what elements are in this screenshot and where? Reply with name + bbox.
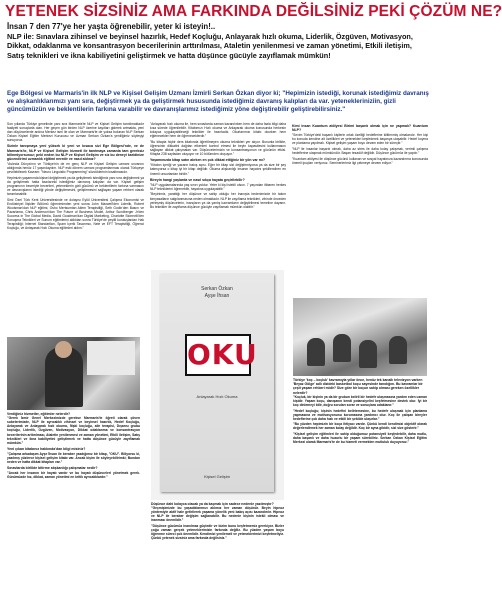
col3-caption [293, 378, 427, 446]
col2-question: Yaşamınızda kitap satın alırken en çok dikkat ettiğiniz bir yön var mı? [150, 158, 265, 163]
col2-paragraph: "Beyinimiz, yarattığı her düşünce ve sahip olduğu her inanışta bedenimizde bir takım kimyasalların salgılanmasına neden olmaktadır. NLP ile zayıflama teknikleri, zihinde önceden yerleşmiş düşüncelerin, inançların ya da yanlış kavramların değiştirilmesi temeline dayanır. Bu teknikler ile zayıflama düşünce gücüyle zayıflamak mümkün olabilir." [150, 192, 286, 209]
seminar-photo [293, 298, 427, 376]
col2-paragraph: "Anlayarak hızlı okuma ile, hem sınavlarda zaman kazanılırken hem de daha fazla bilgi daha kısa sürede öğrenilebilir. Kitabımızı Hızlı okuma ve Anlayarak okuma konusunda herkesin kolayca uygulayabileceği teknikler ile hazırladık. Okurlarımızı kitabı okurken hem eğlenecekler hem de öğreneceklerdir." [150, 122, 286, 139]
col1-paragraph: "Gerek İzmir Genel Merkezimizde gerekse Marmaris'te öğreti olarak çöven subelerimizde, NLP ile ayrıcalıklı zihinsel ve beyinsel hazırlık, Hedef Koçluğu, Anlayarak ve Anlayarak hızlı okuma, İtişki koçluğu, aile terapisi, Dışarısı grubu koçluğu, Liderlik, Özgüven, Motivasyon, Dikkat odaklanma ve konsantrasyon becerilerinin arttırılması, Ataletin yenilenmesi ve zaman yönetimi, Etkili iletişim, Satış teknikleri ve ikna kabiliyetini geliştirmek ve hatta düşünce gücüyle zayıflamak mümkün." [7, 416, 140, 445]
photo-person [333, 334, 351, 362]
col3-question: Kimi insan Kuantum atölyesi Birimi başarılı olmak için ne yapmalı? Kuantum NLP? [292, 124, 428, 133]
book-title: OKU [185, 334, 251, 376]
col3-lower-text [293, 395, 427, 445]
col1-paragraph: "Çalışma arkadaşım Ayşe İhsan ile beraber yazdığımız bir kitap, "OKU". Biliyorsu ki, yazılmış yüzlerce kişisel gelişim kitabı var. Ancak kişim ile söyleyebilirimki; Bundan neden ve hatta dikkat kitapları var." [7, 451, 140, 465]
book-authors: Serkan Özkan Ayşe İhsan [201, 286, 233, 299]
col1-paragraph: "Ancak her insanın bir hayatı vardır ve bu hayatı düşünceleri yönetmek gerek. Günümüzde hız, dikkat, zaman yönetimi en kritik ayrıcalıklardır." [7, 471, 140, 480]
intro-line-2: NLP ile: Sınavlara zihinsel ve beyinsel hazırlık, Hedef Koçluğu, Anlayarak hızlı okuma, Liderlik, Özgüven, Motivasyon, Dikkat, odaklanma ve konsantrasyon becerilerinin arttırılması, Ataletin yenilenmesi ve zaman yönetimi, Etkili iletişim, Satış teknikleri ve ikna kabiliyetini geliştirmek ve hatta düşünce gücüyle zayıflamak mümkün! [7, 31, 413, 60]
col1-question: Yeni çıkan kitabınız hakkında'dan bilgi misiniz? [7, 446, 86, 451]
col2-paragraph: "NLP uygulamalarında yaş sınırı yoktur. Yeter ki kişi istekli olsun. 7 yaşından itibaren herkes NLP tekniklerini öğrenebilir, hayatına uygulayabilir." [150, 182, 286, 191]
photo-person-head [55, 341, 72, 358]
intro-line-1: İnsan 7 den 77'ye her yaşta öğrenebilir, yeter ki isteyin!.. [7, 22, 216, 31]
col1-paragraph: Son yıllarda Türkiye genelinde yanı sıra Marmaris'te NLP ve Kişisel Gelişim tanıtılmaktadır faaliyeti sonuçlarla olan. Her geçen gün birden NLP üzerine kayıtları giderek artmakta, yeni dan düşüncelerde ardına Merkez ismi ile olan ve Marmaris'te de yoksa bulunan NLP Serkan Özkan Kişisel Eğitim Merkezi Kurucusu ve Uzman Serkan Özkan'a yeniliğimiz söyleşiyi sunuyoruz. [7, 122, 144, 143]
speaker-photo [7, 337, 140, 410]
col1-question: Sınavlarda birlikte bitirme alışkanlığı çalışmalar nedir? [7, 466, 98, 471]
col3-paragraph: "Hedef koçluğu; kişinin hedefini belirlemesine, bu hedefe ulaşmak için planlama yapmasına ve motivasyonunu korumasına yardımcı olur. Koç ile çalışan bireyler hedeflerine çok daha hızlı ve etkili bir şekilde ulaşırlar." [293, 408, 427, 421]
col2-question: Düşünce dahi kolayca olacak ya da kaçmak için sadece nedenle yazılmıştır? [151, 502, 274, 506]
col1-lower-text [7, 416, 140, 479]
book-publisher: Kişisel Gelişim [203, 474, 230, 479]
photo-board [87, 341, 135, 375]
col3-paragraph: "Koçluk, bir kişinin ya da bir grubun belirli bir hedefe ulaşmasına yardım eden uzman kişidir. Yaşam koçu, danışanın kendi potansiyelini keşfetmesine destek olur. İyi bir koç dinlemeyi bilir, doğru soruları sorar ve sonuçlara odaklanır." [293, 394, 427, 407]
book-tagline: Anlayarak Hızlı Okuma [196, 394, 238, 399]
col2-paragraph: "Bu kitapta hiçbir ders kitabında öğretilmeyen okuma teknikleri yer alıyor. Bununla birlikte, öğrencinin dikkatini dağıtan etkenleri kontrol etmesi ile beyin kapasitesini kullanmasını sağlayan dikkat çalışmaları var. Düşüncelerimizin ve konsantrasyonun ve gücünün etkisi. Kitapta 238 sayfadan oluşuyor ve 10 bölümden oluşuyor." [150, 139, 286, 157]
intro-block [7, 22, 430, 60]
photo-person [389, 336, 407, 364]
col3-paragraph: "NLP ile insanlar başarılı olmak, daha az stres ile daha kolay çalışmak, verimli çalışma hedeflerine ulaşmak mümkündür. Başarı tesadüf değildir. Düşünce gücümüz ile yapılır." [292, 146, 428, 156]
col2-paragraph: "Kitabın içeriği ve yazarın bakış açısı. Eğer bir kitap sizi değiştirmiyorsa ya da size bir şey katmıyorsa o kitap iyi bir kitap değildir. Okuma alışkanlığı insanın hayatını şekillendiren en önemli unsurlardan biridir." [150, 163, 286, 176]
photo-person [359, 340, 377, 368]
col3-paragraph: "Kişisel gelişim eğitimleri ile sahip olduğumuz potansiyeli keşfedebilir, daha mutlu, daha başarılı ve daha huzurlu bir yaşam sürebiliriz. Serkan Özkan Kişisel Eğitim Merkezi olarak Marmaris'te de bu hizmeti vermekten mutluluk duyuyoruz." [293, 432, 427, 445]
book-cover [160, 274, 274, 492]
col1-caption [7, 412, 140, 481]
col3-paragraph: "Kuantum atölyesi ile düşünce gücünü kullanan ve sosyal hayatınıza kazandırma konusunda önemli ipuçları veriyoruz. Seminerlerimiz ilgi çekmeye devam ediyor." [292, 156, 428, 165]
col2-paragraph: "Düşünce gücümüz inanılmaz güçtedir ve bizim bunu keşfetmemiz gerekiyor. Bizler çoğu zaman gerçek yeteneklerimizin farkında değiliz. Bu yüzden yaşam boyu öğrenme süreci çok önemlidir. Kendimizi yenilemeli ve yeteneklerimizi keşfetmeliyiz. Çünkü yetenek sizsiniz ama farkında değilsiniz." [151, 524, 284, 541]
intro-subhead: Ege Bölgesi ve Marmaris'in ilk NLP ve Kişisel Gelişim Uzmanı İzmirli Serkan Özkan diyor ki; "Hepimizin istediği, korunak istediğimiz davranış ve alışkanlıklarımızı yanı sıra, değiştirmek ya da geliştirmek hususunda istediğimiz davranış kalıpları da var. yetenekleriniziin, gizli güncümüzün ve beklentilerin farkına varabilir ve davranışlarımız istediğimiz yöne değiştirebilir geliştirebilirsiniz." [7, 90, 429, 113]
col1-question: Verdiğiniz hizmetler, eğitimler nelerdir? [7, 412, 71, 416]
col1-paragraph: Simi Özel Türk Kent Üniversitesinde ve dolayısı Eylül Üniversitesi Çalışma Ekonomisi ve Endüstriyel İlişkiler Bölümü öğrenimimden yeni sonra John Maxwell'den Liderlik, Robert Woolsman'dan NLP eğitimi, Osho Mertsumtan Ailem Terapistliği, Seth Godin'den Basını ve Pazarlama, Chris Anderson'dan The Future of Business Model, Arthur Sundberger Jr'den Success in The Global Media, David Goodman'dan Digital Marketing, Charlotte Stonevill'den Konuşma Teknikleri ve Sunum eğitimlerini aldıktan sonra Türkiye'de çeşitli kuruluşlardan Hak Terapistliği; Internet Standartları, Spam İçerik Tasarımcı, Nele ve EFT Terapistliği, Öğrenci Koçluğu, ve Anlayarak Hızlı Okuma eğitimleri aldım." [7, 197, 144, 231]
col2-caption [151, 502, 284, 542]
col2-lower-text [151, 506, 284, 540]
page-headline: YETENEK SİZSİNİZ AMA FARKINDA DEĞİLSİNİZ PEKİ ÇÖZÜM NE? [5, 3, 502, 20]
col3-question: Türkiye 'koç – koçluk' kavramıyla yıllar önce, henüz tek kanallı televizyon varken 'Beyaz Gölge' adlı dizideki basketbol koçu sayesinde tanıdığını. Bu kavramlar bir çeşit yaşam rehberi midir? Size göre bir koçun sahip olması gereken özellikler nelerdir? [293, 378, 423, 395]
col3-paragraph: "Bu yüzden hepimizin bir koça ihtiyacı vardır. Çünkü kendi kendimizi objektif olarak değerlendirmek her zaman kolay değildir. Koç bir ayna gibidir, sizi size gösterir." [293, 422, 427, 431]
col2-question: Bireyin hangi yaşlarda ve nasıl sıkça hayata geçirilebilir? [150, 177, 245, 182]
col1-question: Sizinle tanışmaya yeni yüksek ki yeni ve kısaca sizi Ege Bölgesi'nde, ve de Marmaris'te, NLP ve Kişisel Gelişim hizmeti ile tanıtmaya zamanla tam gereksiz bilinmiyorsunuz; peki neden bu NLP ve Kişisel Gelişim ve siz bu deneyi karidinize gücendirimi uzmanlık eğitimi neredir ve nasıl aldınız? [7, 144, 144, 161]
col1-paragraph: "Aslında Dünya'nın ve Türkiye'nin de en genç NLP ve Kişisel Gelişim uzmanı unvanını aldığımda henüz 17 yaşındaydım. NLP eski dönem uzmanı programlanması olarak Türkçeye çevrilebilecek Kavram: "Neuro Linguistic Programming" sözcüklerinin kısaltmasıdır. [7, 161, 144, 175]
photo-person [307, 338, 325, 366]
col1-paragraph: Hepimizin yaşamında kişisel değiştirmek ya da geliştirmek istediğimiz yanı sıra değiştirmek ya da geliştirmek hatta bazılarınki istediğimiz davranış kalıpları da var. Kişisel gelişim programının beceriyle becerileri, yeteneklerin gizli gücümü ve beklentilerin farkına varmasını ve davranışlarını istediği yönde değiştirmesini, geliştirmesini sağlayan yaşam rehberi olarak tanımlanabilir. [7, 175, 144, 196]
col2-paragraph: "Geçmişimizde bu yaşadıklarımızı aklımız her zaman düşünür. Beyin hipnoz yöntemiyle aktif hale getirilerek yaşama yönelik yeni bakış açısı kazandırılır. Hipnoz ve NLP ile beraber değişim sağlanabilir. Bu nedenle kişinin istekli olması ve inanması önemlidir." [151, 506, 284, 523]
col3-paragraph: "Sevim Türkiye'deki başarılı kişilerin ortak özelliği hedeflerine kilitlenmiş olmalarıdır. Her kişi bu konuda kendine ait özellikleri ve yetenekleri keşfederek başarıya ulaşabilir. Hedef koyma ve planlama yapılmalı. Kişisel gelişim yaşam boyu devam eden bir süreçtir." [292, 133, 428, 146]
